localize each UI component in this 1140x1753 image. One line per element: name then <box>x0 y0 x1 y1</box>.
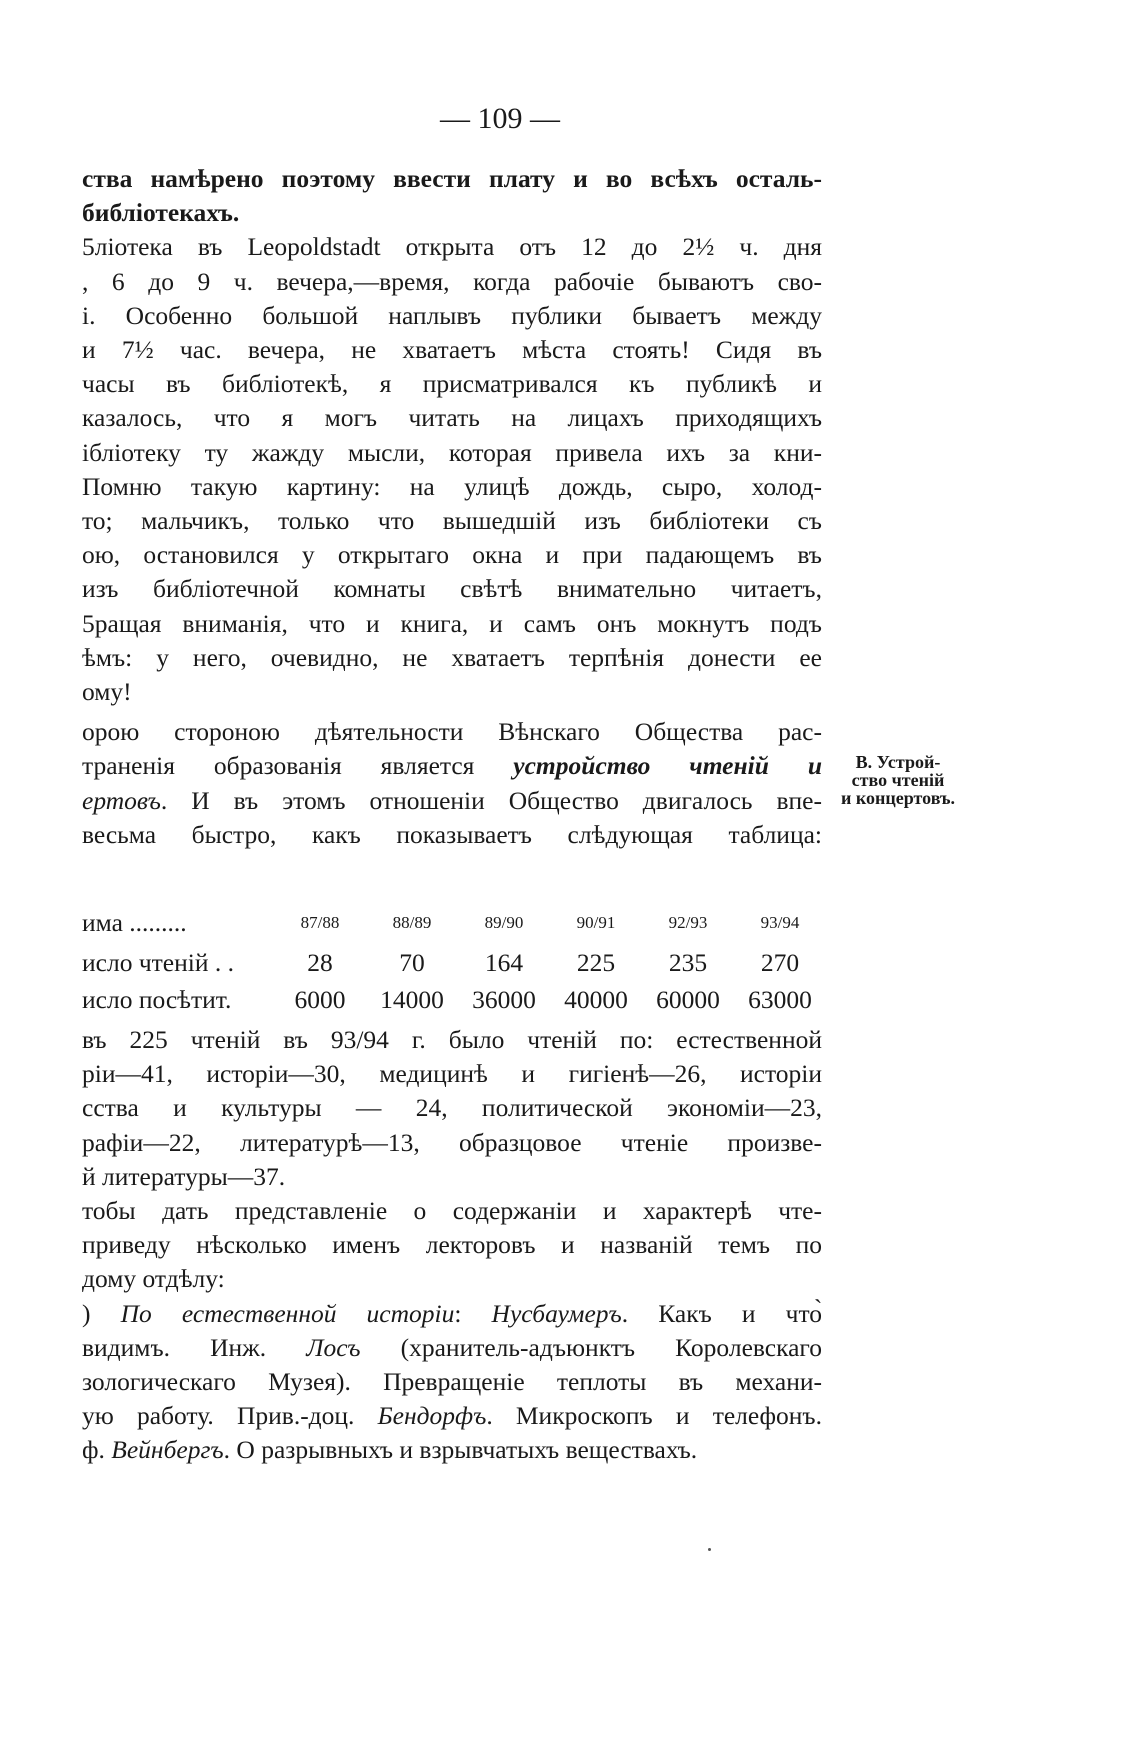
text-line: 5ращая вниманія, что и книга, и самъ онъ мокнутъ подъ <box>82 608 822 638</box>
text-line: і. Особенно большой наплывъ публики бываетъ между <box>82 300 822 330</box>
text-span: видимъ. Инж. <box>82 1332 307 1362</box>
readings-table <box>82 902 826 1018</box>
lecturer-name: Лосъ <box>306 1332 361 1362</box>
page-number: — 109 — <box>440 102 560 135</box>
text-span: . И въ этомъ отношеніи Общество двигалось впе- <box>160 785 822 815</box>
text-line: то; мальчикъ, только что вышедшій изъ библіотеки съ <box>82 506 822 536</box>
lecturer-name: Вейнбергъ <box>111 1435 224 1465</box>
table-cell: 270 <box>760 947 800 977</box>
text-span: : <box>454 1298 492 1328</box>
table-cell: 6000 <box>294 984 346 1014</box>
text-span: ф. <box>82 1435 112 1465</box>
table-cell: 40000 <box>564 984 628 1014</box>
table-cell: 235 <box>668 947 708 977</box>
text-line: ства намѣрено поэтому ввести плату и во всѣхъ осталь- <box>82 164 822 193</box>
text-line: и 7½ час. вечера, не хватаетъ мѣста стоять! Сидя въ <box>82 335 822 365</box>
text-line: ібліотеку ту жажду мысли, которая привела ихъ за кни- <box>82 437 822 467</box>
table-year: 89/90 <box>484 913 524 932</box>
text-line: ою, остановился у открытаго окна и при падающемъ въ <box>82 540 822 570</box>
table-row-label: исло посѣтит. <box>82 984 232 1014</box>
text-span: . Какъ и что̀ <box>621 1298 822 1328</box>
body-text-top <box>82 162 822 852</box>
text-line <box>82 784 822 818</box>
text-span: ую работу. Прив.-доц. <box>82 1401 378 1431</box>
text-line <box>82 1399 822 1433</box>
table-cell: 36000 <box>472 984 536 1014</box>
table-year: 93/94 <box>760 913 800 932</box>
text-line: изъ библіотечной комнаты свѣтѣ внимательно читаетъ, <box>82 574 822 604</box>
table-year: 87/88 <box>300 913 340 932</box>
margin-note <box>838 753 958 807</box>
text-span: траненія образованія является <box>82 751 514 781</box>
text-line: ому! <box>82 677 132 707</box>
text-line <box>82 1433 822 1467</box>
table-cell: 70 <box>399 947 425 977</box>
text-line <box>82 749 822 783</box>
lecturer-name: Нусбаумеръ <box>491 1298 622 1328</box>
table-cell: 14000 <box>380 984 444 1014</box>
table-cell: 63000 <box>748 984 812 1014</box>
table-row <box>82 944 826 981</box>
text-line <box>82 1331 822 1365</box>
text-line: библіотекахъ. <box>82 198 240 228</box>
text-line: орою стороною дѣятельности Вѣнскаго Общества рас- <box>82 717 822 747</box>
emphasis-concerts: ертовъ <box>82 785 161 815</box>
table-cell: 225 <box>576 947 616 977</box>
text-line: Помню такую картину: на улицѣ дождь, сыро, холод- <box>82 471 822 501</box>
text-span: (хранитель-адъюнктъ Королевскаго <box>360 1332 822 1362</box>
table-header-label: има ......... <box>82 908 187 937</box>
text-line: й литературы—37. <box>82 1161 286 1191</box>
text-line: , 6 до 9 ч. вечера,—время, когда рабочіе бываютъ сво- <box>82 266 822 296</box>
table-row <box>82 981 826 1018</box>
table-cell: 164 <box>484 947 524 977</box>
body-text-bottom <box>82 1023 822 1468</box>
text-span: . Микроскопъ и телефонъ. <box>486 1401 822 1431</box>
text-line <box>82 1297 822 1331</box>
text-line: въ 225 чтеній въ 93/94 г. было чтеній по: естественной <box>82 1025 822 1054</box>
table-cell: 28 <box>307 947 333 977</box>
text-line: приведу нѣсколько именъ лекторовъ и названій темъ по <box>82 1230 822 1260</box>
table-year: 92/93 <box>668 913 708 932</box>
margin-note-line: В. Устрой- <box>855 752 941 772</box>
margin-note-line: и концертовъ. <box>841 788 955 808</box>
text-line: ріи—41, исторіи—30, медицинѣ и гигіенѣ—26, исторіи <box>82 1059 822 1089</box>
text-line: рафіи—22, литературѣ—13, образцовое чтеніе произве- <box>82 1127 822 1157</box>
emphasis-readings: устройство чтеній и <box>513 751 823 781</box>
table-cell: 60000 <box>656 984 720 1014</box>
section-heading: По естественной исторіи <box>120 1298 455 1328</box>
text-line: тобы дать представленіе о содержаніи и характерѣ чте- <box>82 1196 822 1226</box>
scan-speck <box>708 1548 711 1551</box>
text-span: . О разрывныхъ и взрывчатыхъ веществахъ. <box>223 1435 698 1465</box>
text-line: ѣмъ: у него, очевидно, не хватаетъ терпѣнія донести ее <box>82 642 822 672</box>
table-header-row <box>82 902 826 944</box>
text-span: ) <box>82 1298 121 1328</box>
margin-note-line: ство чтеній <box>851 770 945 790</box>
text-line: зологическаго Музея). Превращеніе теплоты въ механи- <box>82 1367 822 1397</box>
table-row-label: исло чтеній . . <box>82 947 234 977</box>
text-line: 5ліотека въ Leopoldstadt открыта отъ 12 до 2½ ч. дня <box>82 232 822 262</box>
table-year: 90/91 <box>576 913 616 932</box>
text-line: сства и культуры — 24, политической экономіи—23, <box>82 1093 822 1123</box>
text-line: часы въ библіотекѣ, я присматривался къ публикѣ и <box>82 369 822 399</box>
lecturer-name: Бендорфъ <box>377 1401 487 1431</box>
text-line: весьма быстро, какъ показываетъ слѣдующая таблица: <box>82 819 822 849</box>
table-year: 88/89 <box>392 913 432 932</box>
text-line: казалось, что я могъ читать на лицахъ приходящихъ <box>82 403 822 433</box>
text-line: дому отдѣлу: <box>82 1264 225 1294</box>
